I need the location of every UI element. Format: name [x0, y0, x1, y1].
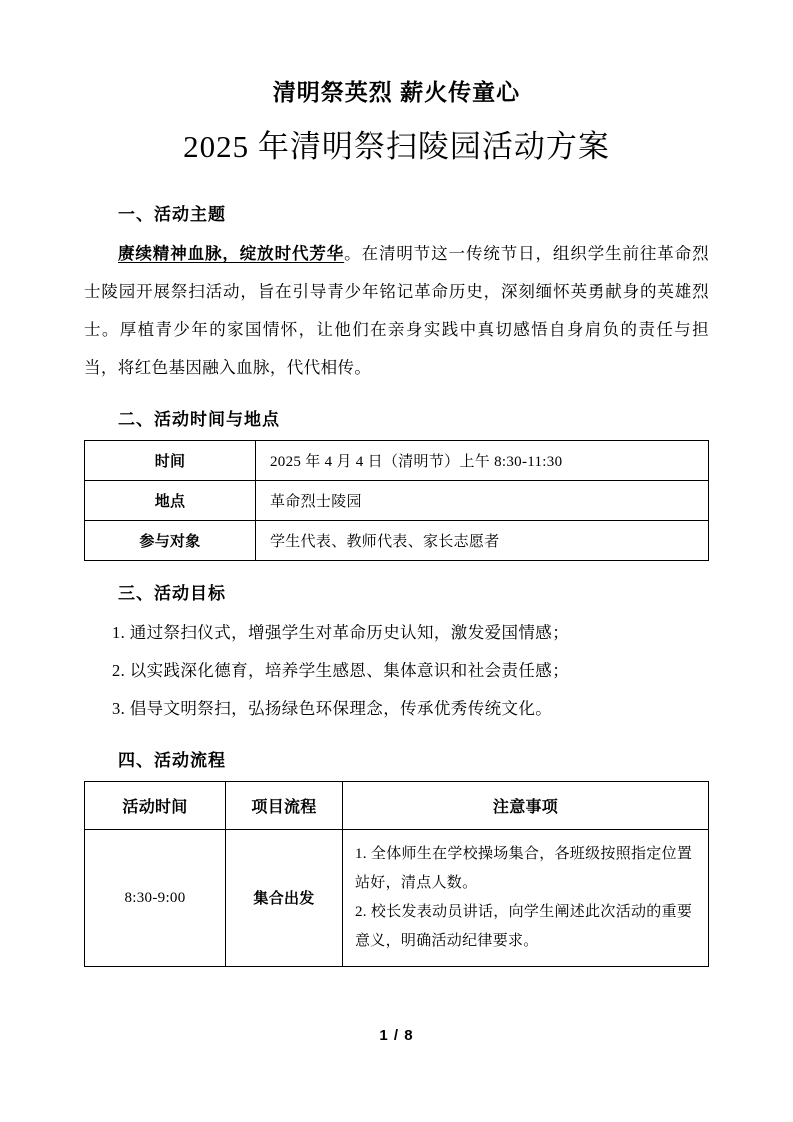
section-theme-paragraph — [84, 235, 709, 387]
column-header-notes: 注意事项 — [343, 782, 709, 830]
schedule-time: 8:30-9:00 — [85, 830, 226, 967]
table-row — [85, 481, 709, 521]
schedule-step: 集合出发 — [226, 830, 343, 967]
theme-lead-text: 赓续精神血脉，绽放时代芳华 — [118, 244, 345, 263]
row-label-place: 地点 — [85, 481, 256, 521]
table-row — [85, 521, 709, 561]
time-place-table — [84, 440, 709, 561]
table-header-row — [85, 782, 709, 830]
section-heading-theme: 一、活动主题 — [118, 205, 226, 224]
row-label-participants: 参与对象 — [85, 521, 256, 561]
table-row — [85, 830, 709, 967]
row-value-place: 革命烈士陵园 — [256, 481, 709, 521]
schedule-notes — [343, 830, 709, 967]
schedule-note-2: 2. 校长发表动员讲话，向学生阐述此次活动的重要意义，明确活动纪律要求。 — [355, 904, 693, 949]
section-heading-time-place: 二、活动时间与地点 — [118, 410, 280, 429]
section-heading-goals: 三、活动目标 — [118, 584, 226, 603]
document-subtitle: 清明祭英烈 薪火传童心 — [272, 79, 521, 105]
row-value-time: 2025 年 4 月 4 日（清明节）上午 8:30-11:30 — [256, 441, 709, 481]
theme-body-text: 。在清明节这一传统节日，组织学生前往革命烈士陵园开展祭扫活动，旨在引导青少年铭记革命历史，深刻缅怀英勇献身的英雄烈士。厚植青少年的家国情怀，让他们在亲身实践中真切感悟自身肩负的责任与担当，将红色基因融入血脉，代代相传。 — [84, 244, 710, 377]
section-heading-schedule: 四、活动流程 — [118, 751, 226, 770]
column-header-step: 项目流程 — [226, 782, 343, 830]
goal-item-1: 1. 通过祭扫仪式，增强学生对革命历史认知，激发爱国情感； — [112, 623, 570, 642]
table-row — [85, 441, 709, 481]
schedule-note-1: 1. 全体师生在学校操场集合，各班级按照指定位置站好，清点人数。 — [355, 846, 693, 891]
goal-item-2: 2. 以实践深化德育，培养学生感恩、集体意识和社会责任感； — [112, 661, 570, 680]
row-value-participants: 学生代表、教师代表、家长志愿者 — [256, 521, 709, 561]
column-header-time: 活动时间 — [85, 782, 226, 830]
document-title: 2025 年清明祭扫陵园活动方案 — [183, 129, 610, 164]
row-label-time: 时间 — [85, 441, 256, 481]
schedule-table — [84, 781, 709, 967]
page-indicator: 1 / 8 — [379, 1027, 414, 1044]
goal-item-3: 3. 倡导文明祭扫，弘扬绿色环保理念，传承优秀传统文化。 — [112, 699, 553, 718]
